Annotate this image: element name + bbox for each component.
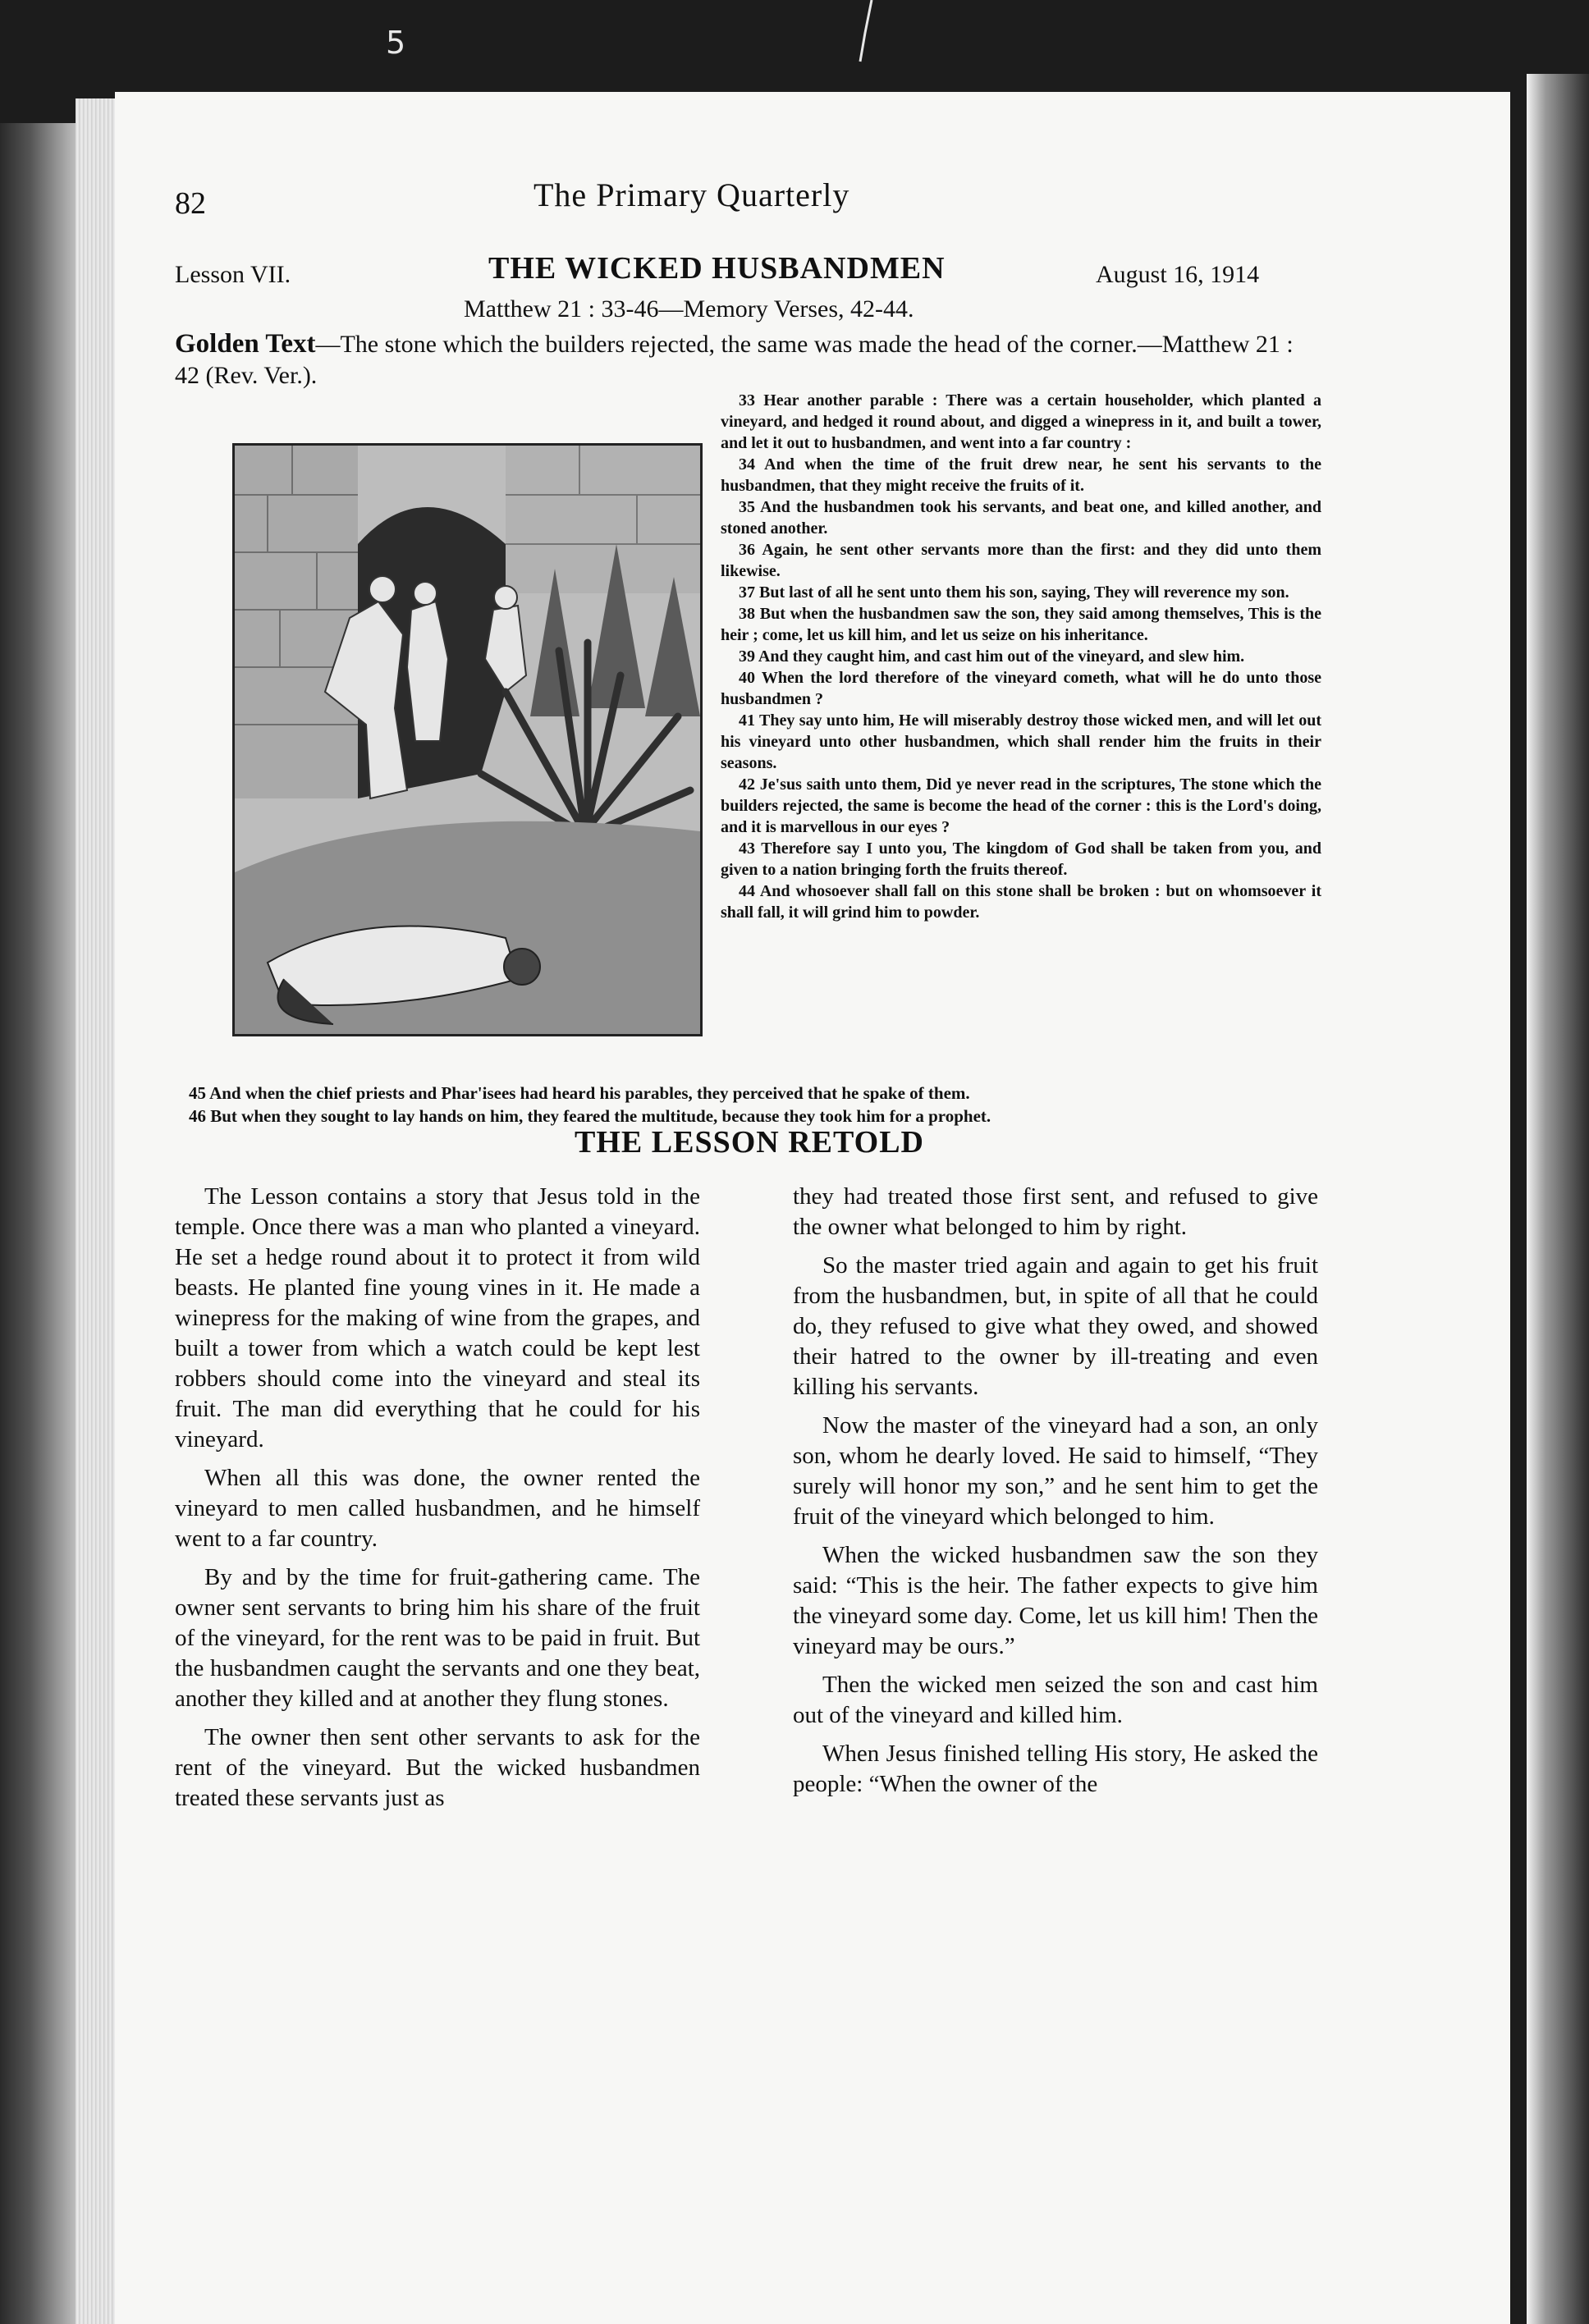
verse: 43 Therefore say I unto you, The kingdom of God shall be taken from you, and given to a nation bringing forth the fruits thereof. [721, 839, 1321, 879]
paragraph: When all this was done, the owner rented the vineyard to men called husbandmen, and he himself went to a far country. [175, 1465, 700, 1552]
scripture-verses-wide [189, 1082, 1321, 1128]
engraving-wicked-husbandmen-icon [235, 446, 700, 1034]
lesson-title: THE WICKED HUSBANDMEN [488, 251, 946, 286]
margin-mark: 5 [386, 25, 406, 61]
verse: 33 Hear another parable : There was a certain householder, which planted a vineyard, and hedged it round about, and digged a winepress in it, and built a tower, and let it out to husbandmen, and went into a far country : [721, 391, 1321, 452]
scripture-verses [721, 390, 1321, 923]
running-header: The Primary Quarterly [533, 176, 850, 213]
page-stack [76, 98, 115, 2324]
margin-stroke-icon [854, 0, 878, 66]
verse: 40 When the lord therefore of the vineyard cometh, what will he do unto those husbandmen ? [721, 669, 1321, 708]
paragraph: they had treated those first sent, and refused to give the owner what belonged to him by right. [793, 1183, 1318, 1240]
golden-text-label: Golden Text [175, 329, 316, 359]
verse: 45 And when the chief priests and Phar'isees had heard his parables, they perceived that he spake of them. [189, 1083, 970, 1103]
paragraph: Then the wicked men seized the son and cast him out of the vineyard and killed him. [793, 1672, 1318, 1728]
verse: 37 But last of all he sent unto them his son, saying, They will reverence my son. [739, 583, 1289, 602]
verse: 41 They say unto him, He will miserably destroy those wicked men, and will let out his vineyard unto other husbandmen, which shall render him the fruits in their seasons. [721, 711, 1321, 772]
paragraph: When Jesus finished telling His story, He asked the people: “When the owner of the [793, 1741, 1318, 1797]
paragraph: When the wicked husbandmen saw the son they said: “This is the heir. The father expects to give him the vineyard some day. Come, let us kill him! Then the vineyard may be ours.” [793, 1542, 1318, 1659]
verse: 42 Je'sus saith unto them, Did ye never read in the scriptures, The stone which the builders rejected, the same is become the head of the corner : this is the Lord's doing, and it is marvellous in our eyes ? [721, 775, 1321, 836]
golden-text [175, 328, 1320, 391]
paragraph: By and by the time for fruit-gathering came. The owner sent servants to bring him his share of the fruit of the vineyard, for the rent was to be paid in fruit. But the husbandmen caught the servants and one they beat, another they killed and at another they flung stones. [175, 1564, 700, 1712]
verse: 35 And the husbandmen took his servants, and beat one, and killed another, and stoned another. [721, 498, 1321, 538]
paragraph: So the master tried again and again to get his fruit from the husbandmen, but, in spite of all that he could do, they refused to give what they owed, and showed their hatred to the owner by ill-treating and even killing his servants. [793, 1252, 1318, 1400]
retold-right-column [793, 1182, 1318, 1808]
verse: 38 But when the husbandmen saw the son, they said among themselves, This is the heir ; come, let us kill him, and let us seize on his inheritance. [721, 605, 1321, 644]
book-edge-right [1527, 74, 1589, 2324]
verse: 34 And when the time of the fruit drew near, he sent his servants to the husbandmen, that they might receive the fruits of it. [721, 455, 1321, 495]
verse: 39 And they caught him, and cast him out of the vineyard, and slew him. [739, 647, 1245, 666]
scripture-reference: Matthew 21 : 33-46—Memory Verses, 42-44. [464, 295, 914, 323]
paragraph: Now the master of the vineyard had a son, an only son, whom he dearly loved. He said to himself, “They surely will honor my son,” and he sent him to get the fruit of the vineyard which belonged to him. [793, 1412, 1318, 1530]
book-edge-left [0, 123, 76, 2324]
page-number: 82 [175, 186, 206, 221]
section-title: THE LESSON RETOLD [575, 1125, 925, 1160]
lesson-date: August 16, 1914 [1096, 261, 1260, 288]
paragraph: The owner then sent other servants to ask for the rent of the vineyard. But the wicked husbandmen treated these servants just as [175, 1724, 700, 1811]
retold-left-column [175, 1182, 700, 1822]
verse: 36 Again, he sent other servants more than the first: and they did unto them likewise. [721, 541, 1321, 580]
illustration [232, 443, 703, 1036]
paragraph: The Lesson contains a story that Jesus told in the temple. Once there was a man who planted a vineyard. He set a hedge round about it to protect it from wild beasts. He planted fine young vines in it. He made a winepress for the making of wine from the grapes, and built a tower from which a watch could be kept lest robbers should come into the vineyard and steal its fruit. The man did everything that he could for his vineyard. [175, 1183, 700, 1452]
verse: 46 But when they sought to lay hands on him, they feared the multitude, because they took him for a prophet. [189, 1106, 991, 1126]
verse: 44 And whosoever shall fall on this stone shall be broken : but on whomsoever it shall fall, it will grind him to powder. [721, 882, 1321, 922]
lesson-label: Lesson VII. [175, 261, 291, 288]
golden-text-body: —The stone which the builders rejected, the same was made the head of the corner.—Matthew 21 : 42 (Rev. Ver.). [175, 331, 1294, 389]
